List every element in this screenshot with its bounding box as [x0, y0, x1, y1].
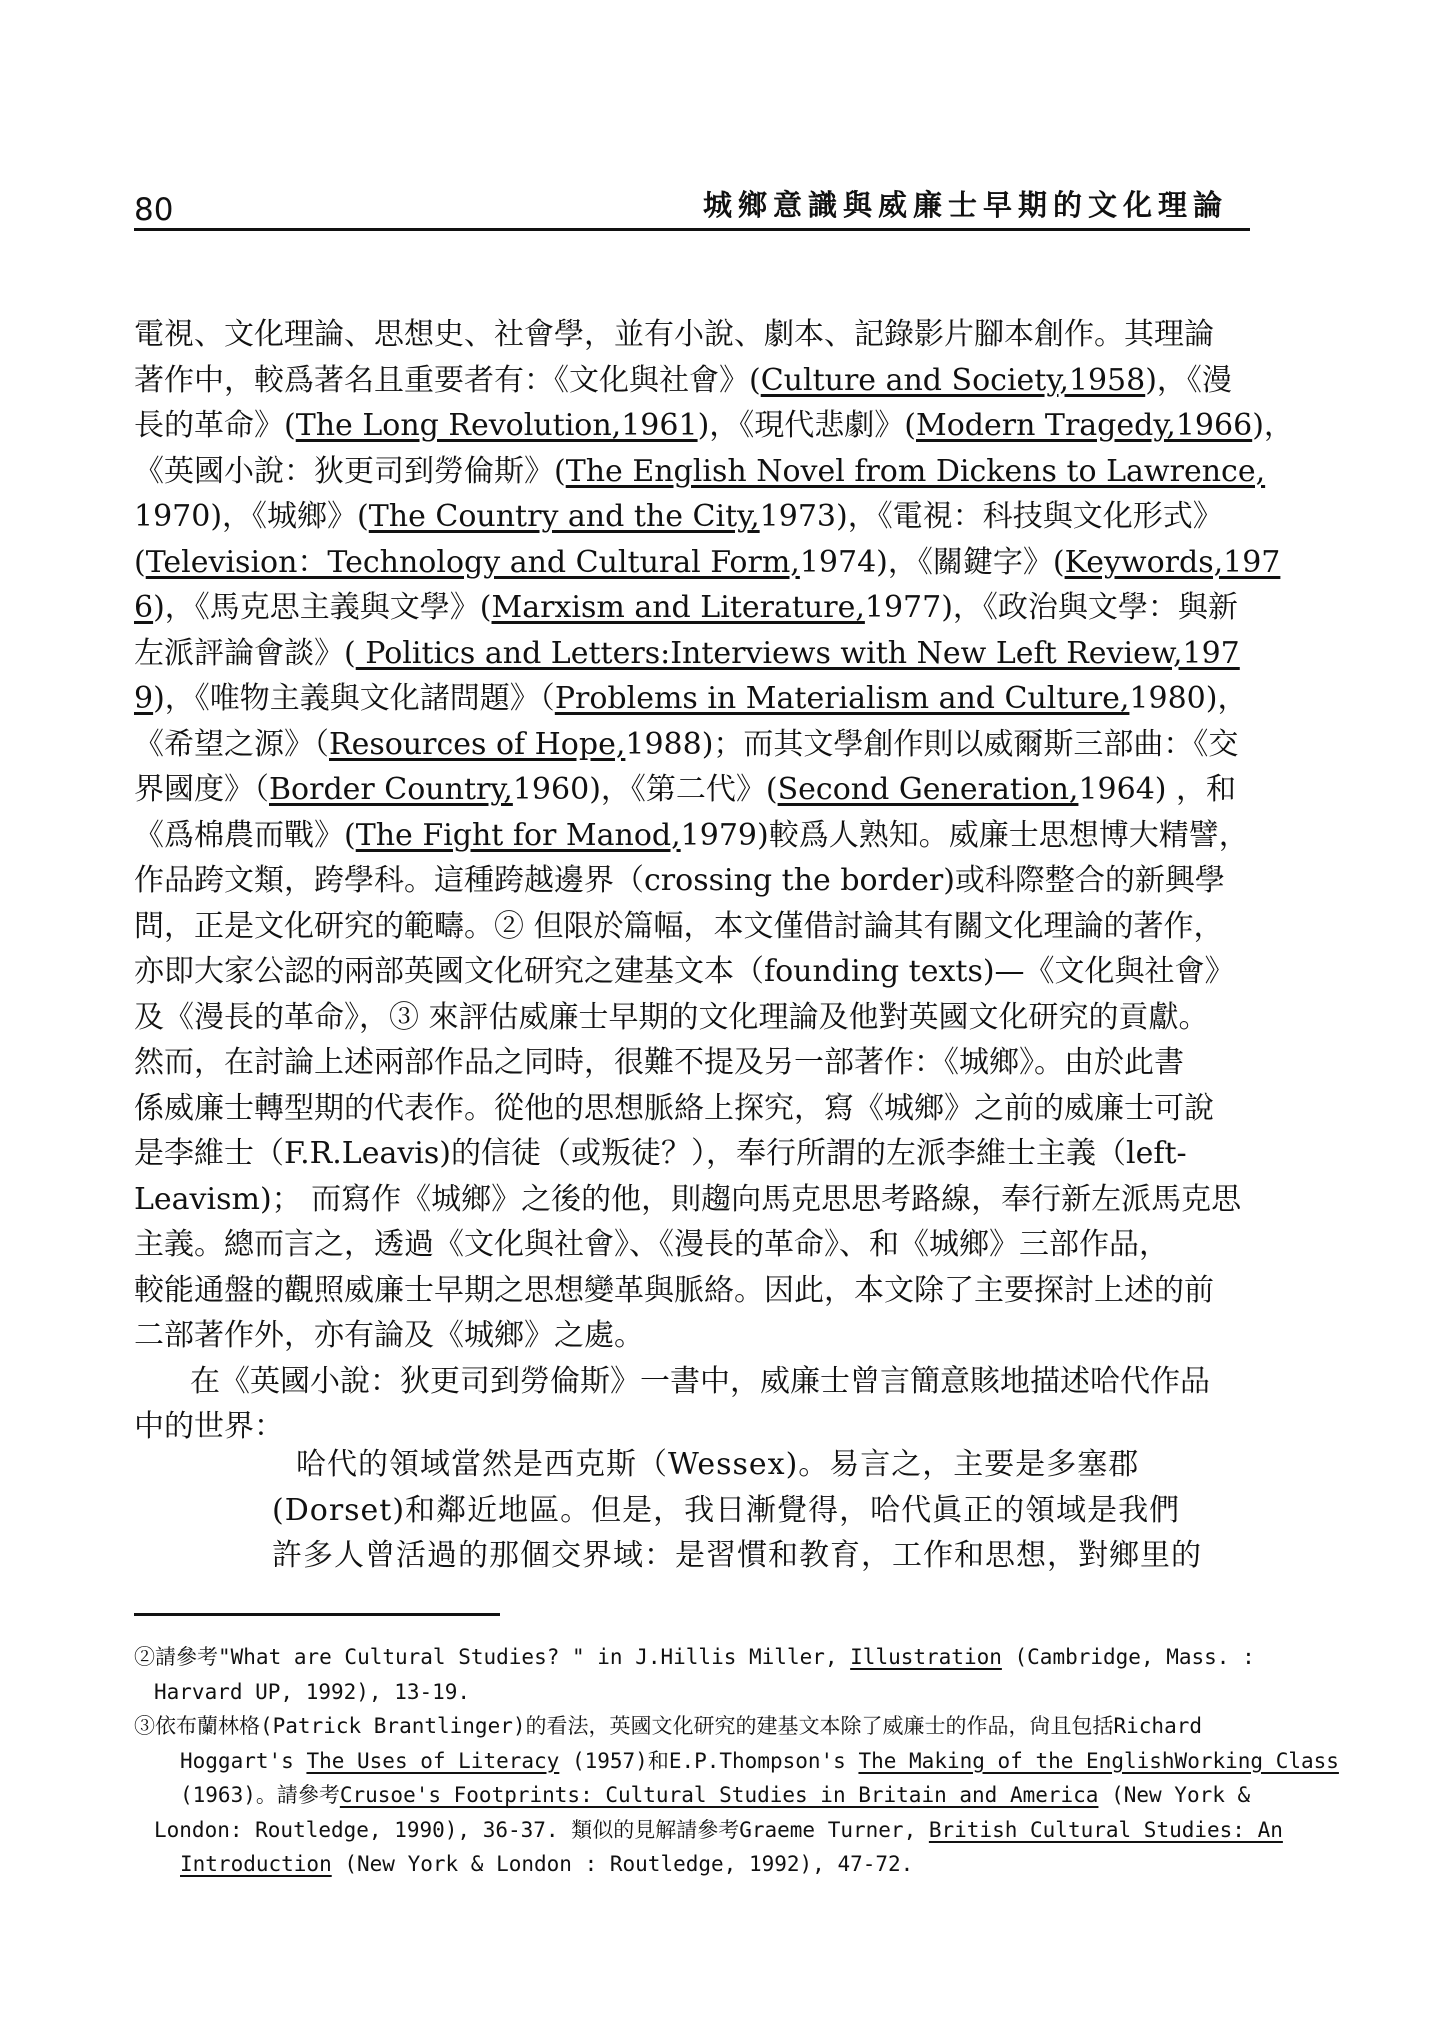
text-run: 1988)；而其文學創作則以威爾斯三部曲：《交 — [625, 726, 1239, 762]
text-run: 問，正是文化研究的範疇。② 但限於篇幅，本文僅借討論其有關文化理論的著作， — [134, 908, 1224, 944]
main-text — [134, 312, 1294, 1450]
paragraph-line — [134, 1040, 1239, 1086]
underlined-title: The English Novel from Dickens to Lawrence, — [565, 453, 1266, 489]
text-run: 《爲棉農而戰》( — [134, 817, 356, 853]
underlined-title: British Cultural Studies: An — [928, 1817, 1283, 1842]
paragraph-line — [134, 540, 1281, 586]
text-run: 界國度》（ — [134, 772, 269, 807]
paragraph-line — [134, 631, 1239, 677]
text-run: 著作中，較爲著名且重要者有：《文化與社會》( — [134, 362, 761, 398]
paragraph-line — [134, 676, 1248, 722]
text-run: 二部著作外，亦有論及《城鄉》之處。 — [134, 1318, 644, 1353]
underlined-title: The Making of the EnglishWorking Class — [858, 1748, 1339, 1773]
paragraph-line — [134, 1131, 1239, 1177]
paragraph-line — [134, 1359, 1239, 1405]
paragraph-line — [134, 1268, 1239, 1314]
text-run: )，《馬克思主義與文學》( — [153, 590, 492, 625]
underlined-title: Marxism and Literature, — [491, 590, 865, 625]
text-run: )， — [1252, 408, 1294, 443]
text-run: 1979)較爲人熟知。威廉士思想博大精譬， — [680, 817, 1249, 853]
underlined-title: Second Generation, — [777, 772, 1079, 807]
text-run: 長的革命》( — [134, 408, 296, 443]
text-run: )，《唯物主義與文化諸問題》（ — [153, 681, 555, 716]
underlined-title: Border Country, — [269, 772, 513, 807]
paragraph-line — [134, 995, 1239, 1041]
underlined-title: Problems in Materialism and Culture, — [554, 681, 1130, 716]
text-run: London: Routledge, 1990), 36-37. 類似的見解請參考Graeme Turner, — [154, 1817, 929, 1842]
paragraph-line — [134, 585, 1239, 631]
page-number: 80 — [134, 192, 174, 228]
footnote-line — [134, 1640, 1255, 1675]
underlined-title: The Uses of Literacy — [306, 1748, 560, 1773]
text-run: 左派評論會談》( — [134, 635, 356, 671]
paragraph-line — [134, 494, 1239, 540]
paragraph-line — [134, 403, 1294, 449]
footnote-line — [134, 1813, 1283, 1848]
paragraph-line — [134, 767, 1239, 813]
text-run: )，《現代悲劇》( — [697, 408, 916, 443]
text-run: ③依布蘭林格(Patrick Brantlinger)的看法，英國文化研究的建基文本除了威廉士的作品，尙且包括Richard — [134, 1714, 1203, 1738]
underlined-title: The Country and the City, — [368, 499, 760, 534]
text-run: 亦即大家公認的兩部英國文化研究之建基文本（founding texts)—《文化與社會》 — [134, 954, 1235, 989]
text-run: 主義。總而言之，透過《文化與社會》、《漫長的革命》、和《城鄉》三部作品， — [134, 1227, 1169, 1262]
text-run: 1964) ，和 — [1078, 772, 1237, 807]
text-run: (New York & — [1098, 1783, 1251, 1807]
underlined-title: The Fight for Manod, — [355, 817, 681, 853]
header-rule — [134, 228, 1250, 231]
text-run: 電視、文化理論、思想史、社會學，並有小說、劇本、記錄影片腳本創作。其理論 — [134, 317, 1214, 352]
text-run: 然而，在討論上述兩部作品之同時，很難不提及另一部著作：《城鄉》。由於此書 — [134, 1045, 1184, 1080]
underlined-title: Television：Technology and Cultural Form, — [145, 544, 800, 580]
paragraph-line — [134, 1222, 1239, 1268]
text-run: (Cambridge, Mass. : — [1001, 1645, 1255, 1669]
text-run: 《英國小說：狄更司到勞倫斯》( — [134, 453, 566, 489]
underlined-title: Modern Tragedy,1966 — [916, 408, 1253, 443]
text-run: (New York & London : Routledge, 1992), 47-72. — [331, 1852, 914, 1876]
paragraph-line — [134, 858, 1239, 904]
paragraph-line — [134, 358, 1239, 404]
text-run: )，《漫 — [1145, 362, 1232, 398]
text-run: 1973)，《電視：科技與文化形式》 — [759, 499, 1223, 534]
underlined-title: The Long Revolution,1961 — [295, 408, 698, 443]
underlined-title: Illustration — [850, 1645, 1002, 1669]
page-header — [134, 176, 1250, 232]
footnotes — [134, 1640, 1339, 1882]
footnote-rule — [134, 1613, 500, 1616]
quote-line: 哈代的領域當然是西克斯（Wessex)。易言之，主要是多塞郡 — [296, 1447, 1140, 1482]
text-run: 1974)，《關鍵字》( — [799, 544, 1065, 580]
underlined-title: 9 — [134, 681, 154, 716]
quote-line: (Dorset)和鄰近地區。但是，我日漸覺得，哈代眞正的領域是我們 — [272, 1492, 1181, 1528]
text-run: 較能通盤的觀照威廉士早期之思想變革與脈絡。因此，本文除了主要探討上述的前 — [134, 1272, 1214, 1308]
text-run: Leavism)； 而寫作《城鄉》之後的他，則趨向馬克思思考路線，奉行新左派馬克思 — [134, 1181, 1242, 1217]
text-run: 1977)，《政治與文學：與新 — [864, 590, 1238, 625]
text-run: 1980)， — [1129, 681, 1248, 716]
paragraph-line — [134, 813, 1249, 859]
text-run: ②請參考"What are Cultural Studies? " in J.Hillis Miller, — [134, 1645, 851, 1669]
text-run: Hoggart's — [180, 1748, 307, 1773]
text-run: 1960)，《第二代》( — [512, 772, 778, 807]
quote-line: 許多人曾活過的那個交界域：是習慣和教育，工作和思想，對鄉里的 — [272, 1538, 1202, 1573]
underlined-title: 6 — [134, 590, 154, 625]
text-run: (1963)。請參考 — [180, 1783, 340, 1807]
text-run: 作品跨文類，跨學科。這種跨越邊界（crossing the border)或科際整合的新興學 — [134, 863, 1225, 898]
underlined-title: Politics and Letters:Interviews with New Left Review,197 — [355, 635, 1240, 671]
block-quote — [272, 1442, 1234, 1579]
text-run: 1970)，《城鄉》( — [134, 499, 369, 534]
footnote-line — [134, 1709, 1249, 1744]
text-run: 係威廉士轉型期的代表作。從他的思想脈絡上探究，寫《城鄉》之前的威廉士可說 — [134, 1090, 1214, 1126]
footnote-line — [134, 1778, 1249, 1813]
paragraph-line — [134, 1313, 1239, 1359]
text-run: ( — [134, 544, 146, 580]
underlined-title: Introduction — [180, 1852, 332, 1876]
paragraph-line — [134, 1177, 1242, 1223]
paragraph-line — [134, 449, 1266, 495]
paragraph-line — [134, 312, 1239, 358]
underlined-title: Resources of Hope, — [329, 726, 626, 762]
footnote-line — [134, 1675, 1249, 1710]
paragraph-line — [134, 949, 1239, 995]
paragraph-line — [134, 722, 1239, 768]
text-run: 是李維士（F.R.Leavis)的信徒（或叛徒？），奉行所謂的左派李維士主義（left- — [134, 1136, 1187, 1171]
running-title: 城鄉意識與威廉士早期的文化理論 — [702, 188, 1228, 222]
paragraph-line — [134, 1086, 1239, 1132]
text-run: 及《漫長的革命》，③ 來評估威廉士早期的文化理論及他對英國文化研究的貢獻。 — [134, 999, 1209, 1035]
footnote-line — [134, 1744, 1339, 1779]
underlined-title: Culture and Society,1958 — [760, 362, 1146, 398]
underlined-title: Crusoe's Footprints: Cultural Studies in Britain and America — [339, 1783, 1099, 1807]
text-run: 中的世界： — [134, 1409, 284, 1444]
footnote-line — [134, 1847, 1249, 1882]
underlined-title: Keywords,197 — [1064, 544, 1281, 580]
text-run: 《希望之源》（ — [134, 726, 329, 762]
text-run: Harvard UP, 1992), 13-19. — [154, 1679, 471, 1704]
text-run: (1957)和E.P.Thompson's — [559, 1748, 859, 1773]
paragraph-line — [134, 904, 1239, 950]
text-run: 在《英國小說：狄更司到勞倫斯》一書中，威廉士曾言簡意賅地描述哈代作品 — [190, 1363, 1210, 1399]
